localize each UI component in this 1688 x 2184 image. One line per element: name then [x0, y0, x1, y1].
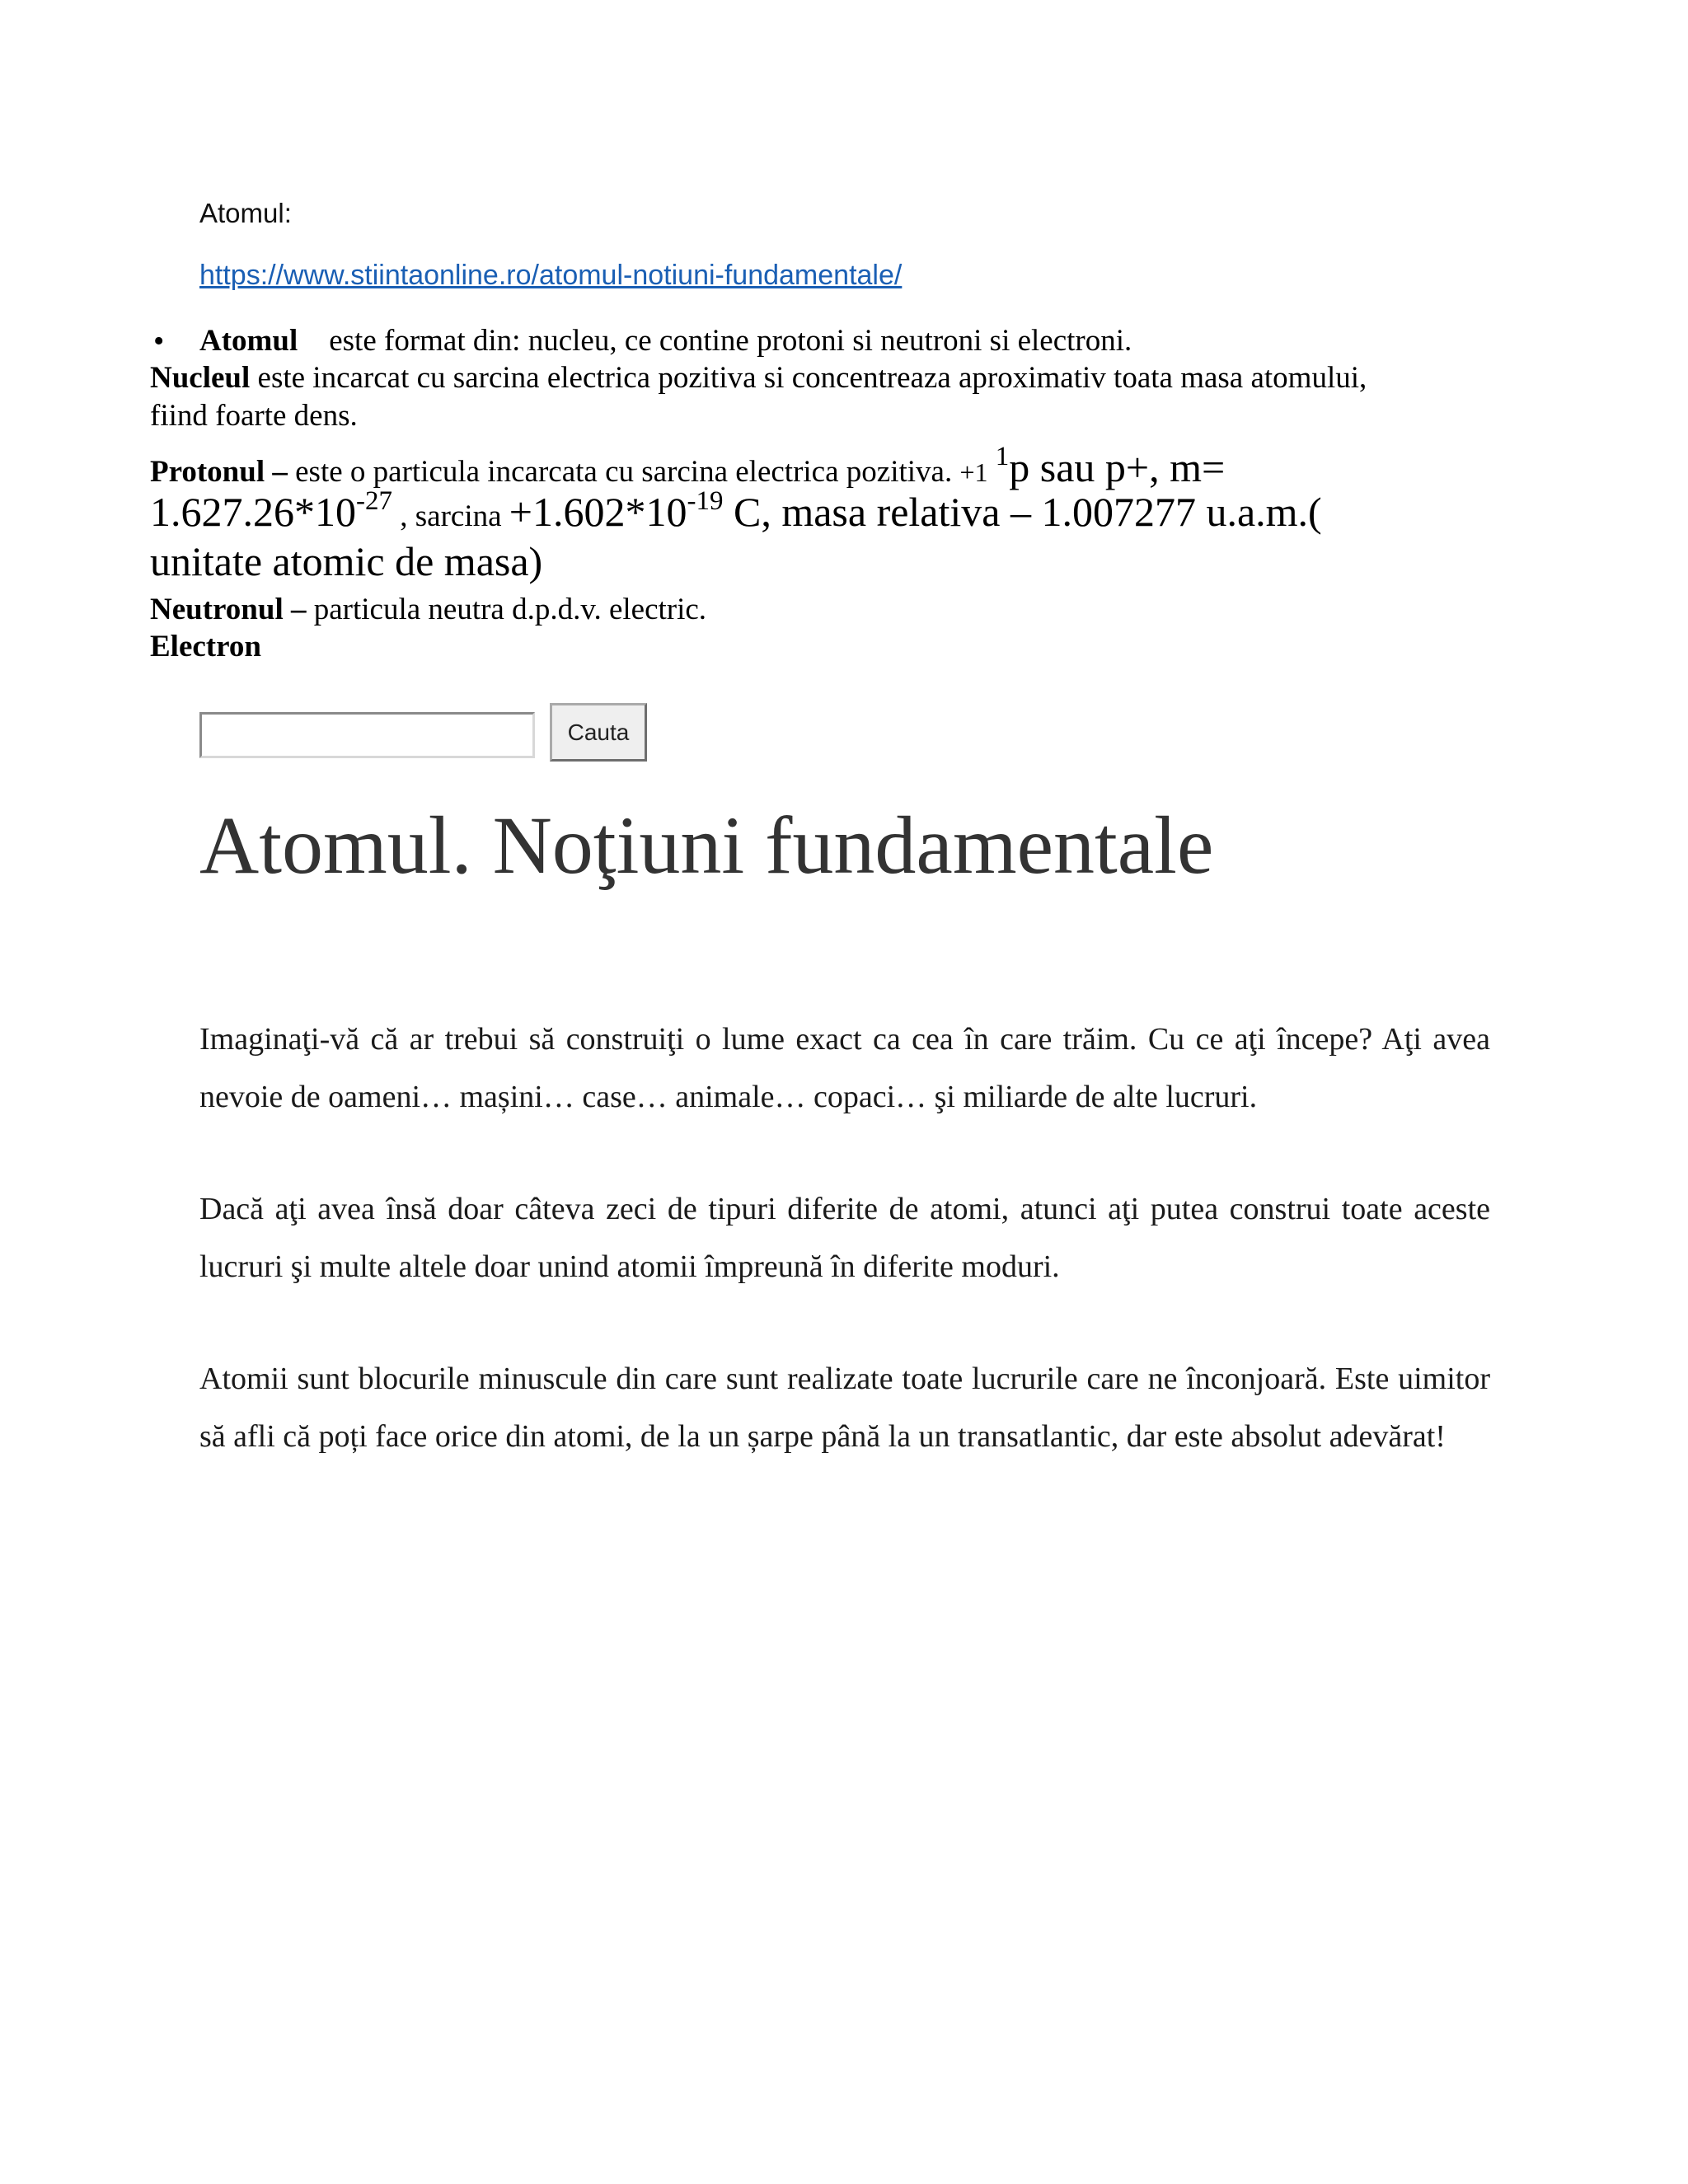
- article-paragraph: Imaginaţi-vă că ar trebui să construiţi o lume exact ca cea în care trăim. Cu ce aţi începe? Aţi avea nevoie de oameni… mașini… case… animale… copaci… şi miliarde de alte lucruri.: [199, 1022, 1490, 1114]
- proton-tail: C, masa relativa – 1.007277 u.a.m.(: [723, 489, 1322, 535]
- source-link[interactable]: https://www.stiintaonline.ro/atomul-notiuni-fundamentale/: [199, 260, 903, 291]
- atomul-definition: [199, 323, 1132, 359]
- proton-charge-subscript: +1: [959, 457, 988, 487]
- nucleul-text-1: este incarcat cu sarcina electrica pozitiva si concentreaza aproximativ toata masa atomului,: [250, 361, 1367, 395]
- nucleul-term: Nucleul: [150, 361, 251, 395]
- proton-charge-exponent: -19: [687, 486, 724, 516]
- proton-mass-exponent: -27: [356, 486, 392, 516]
- protonul-term: Protonul –: [150, 455, 288, 489]
- neutronul-definition: [150, 592, 706, 627]
- protonul-text: este o particula incarcata cu sarcina electrica pozitiva.: [287, 455, 960, 489]
- nucleul-definition: [150, 360, 1367, 396]
- proton-mass-superscript: 1: [995, 442, 1010, 471]
- proton-sarcina-label: , sarcina: [392, 499, 509, 533]
- bullet-marker: •: [153, 324, 165, 359]
- proton-mass-value: 1.627.26*10: [150, 489, 356, 535]
- protonul-values: [150, 486, 1322, 536]
- neutronul-term: Neutronul –: [150, 593, 307, 626]
- article-paragraph: Atomii sunt blocurile minuscule din care sunt realizate toate lucrurile care ne înconjoară. Este uimitor să afli că poți face orice din atomi, de la un șarpe până la un transatlantic, dar este absolut adevărat!: [199, 1361, 1490, 1454]
- article-title: Atomul. Noţiuni fundamentale: [199, 799, 1214, 891]
- nucleul-text-2: fiind foarte dens.: [150, 399, 358, 433]
- search-input[interactable]: [199, 712, 535, 758]
- proton-symbol: p sau p+, m=: [1009, 444, 1226, 490]
- search-button[interactable]: Cauta: [550, 703, 647, 762]
- protonul-definition: [150, 442, 1225, 491]
- atomul-text: este format din: nucleu, ce contine protoni si neutroni si electroni.: [329, 324, 1132, 358]
- section-heading: Atomul:: [199, 198, 292, 228]
- neutronul-text: particula neutra d.p.d.v. electric.: [306, 593, 707, 626]
- electron-term: Electron: [150, 630, 261, 663]
- protonul-unit-note: unitate atomic de masa): [150, 538, 543, 584]
- proton-charge-value: +1.602*10: [509, 489, 687, 535]
- atomul-term: Atomul: [199, 324, 298, 358]
- article-paragraph: Dacă aţi avea însă doar câteva zeci de tipuri diferite de atomi, atunci aţi putea construi toate aceste lucruri şi multe altele doar unind atomii împreună în diferite moduri.: [199, 1192, 1490, 1284]
